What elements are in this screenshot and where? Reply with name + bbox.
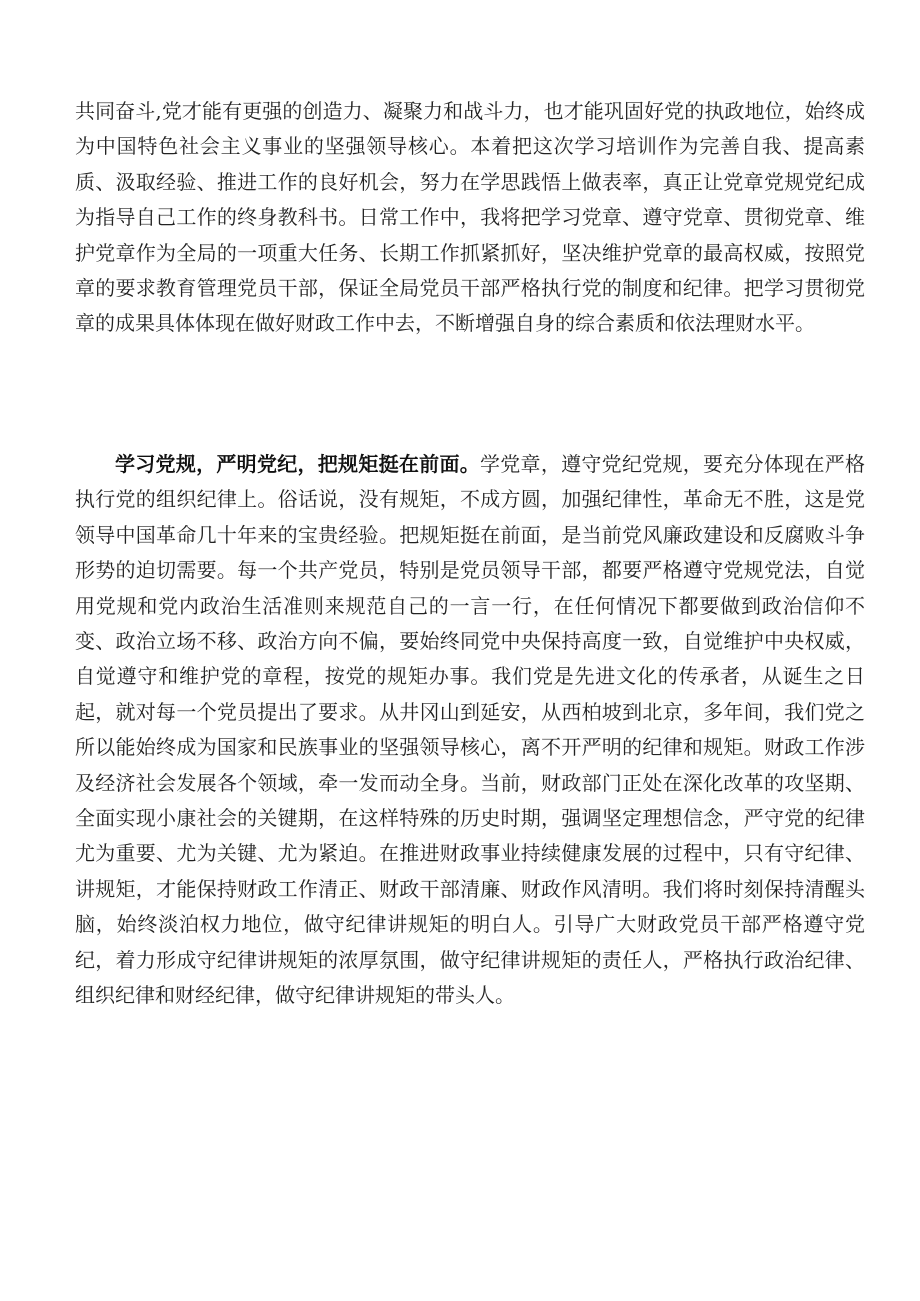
body-paragraph-2 [75,447,865,1014]
paragraph-lead-heading: 学习党规，严明党纪，把规矩挺在前面。 [115,452,480,476]
paragraph-text: 共同奋斗,党才能有更强的创造力、凝聚力和战斗力，也才能巩固好党的执政地位，始终成为中国特色社会主义事业的坚强领导核心。本着把这次学习培训作为完善自我、提高素质、汲取经验、推进工作的良好机会，努力在学思践悟上做表率，真正让党章党规党纪成为指导自己工作的终身教科书。日常工作中，我将把学习党章、遵守党章、贯彻党章、维护党章作为全局的一项重大任务、长期工作抓紧抓好，坚决维护党章的最高权威，按照党章的要求教育管理党员干部，保证全局党员干部严格执行党的制度和纪律。把学习贯彻党章的成果具体体现在做好财政工作中去，不断增强自身的综合素质和依法理财水平。 [75,99,865,336]
paragraph-text: 学党章，遵守党纪党规，要充分体现在严格执行党的组织纪律上。俗话说，没有规矩，不成方圆，加强纪律性，革命无不胜，这是党领导中国革命几十年来的宝贵经验。把规矩挺在前面，是当前党风廉政建设和反腐败斗争形势的迫切需要。每一个共产党员，特别是党员领导干部，都要严格遵守党规党法，自觉用党规和党内政治生活准则来规范自己的一言一行，在任何情况下都要做到政治信仰不变、政治立场不移、政治方向不偏，要始终同党中央保持高度一致，自觉维护中央权威，自觉遵守和维护党的章程，按党的规矩办事。我们党是先进文化的传承者，从诞生之日起，就对每一个党员提出了要求。从井冈山到延安，从西柏坡到北京，多年间，我们党之所以能始终成为国家和民族事业的坚强领导核心，离不开严明的纪律和规矩。财政工作涉及经济社会发展各个领域，牵一发而动全身。当前，财政部门正处在深化改革的攻坚期、全面实现小康社会的关键期，在这样特殊的历史时期，强调坚定理想信念，严守党的纪律尤为重要、尤为关键、尤为紧迫。在推进财政事业持续健康发展的过程中，只有守纪律、讲规矩，才能保持财政工作清正、财政干部清廉、财政作风清明。我们将时刻保持清醒头脑，始终淡泊权力地位，做守纪律讲规矩的明白人。引导广大财政党员干部严格遵守党纪，着力形成守纪律讲规矩的浓厚氛围，做守纪律讲规矩的责任人，严格执行政治纪律、组织纪律和财经纪律，做守纪律讲规矩的带头人。 [75,452,865,1008]
body-paragraph-1 [75,94,865,342]
